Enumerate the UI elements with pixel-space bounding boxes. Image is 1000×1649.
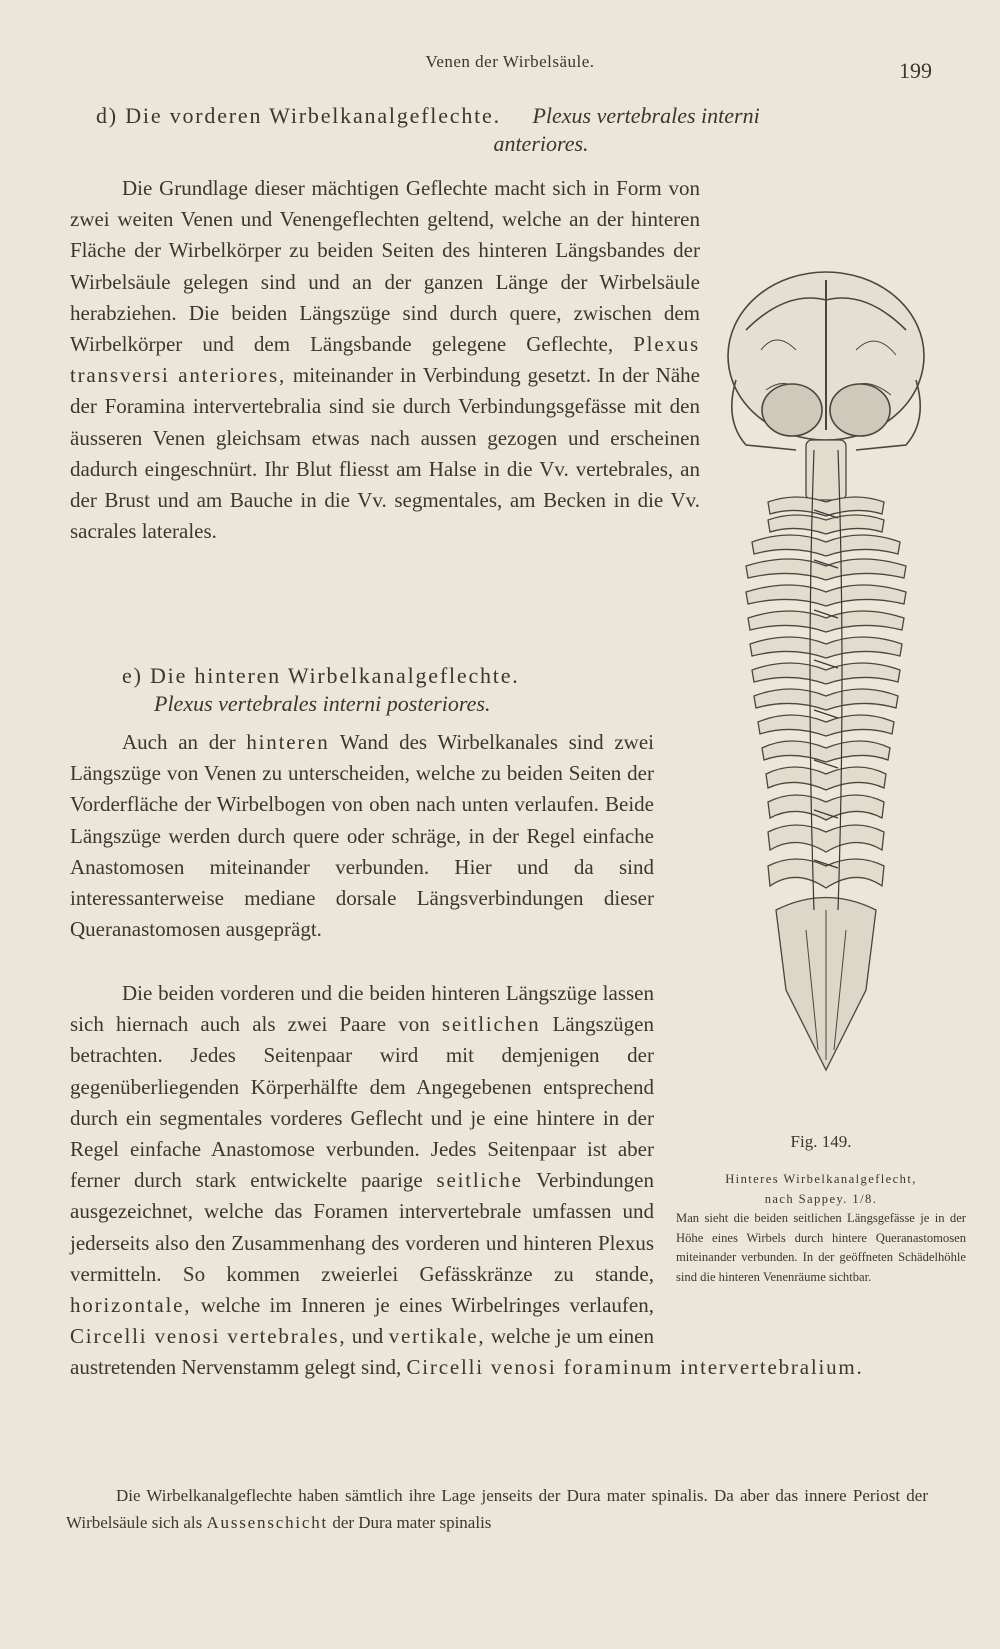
section-heading-e-latin: Plexus vertebrales interni posteriores. [154, 691, 491, 716]
small-print-term: Aussenschicht [206, 1513, 329, 1532]
section-heading-d-label: d) Die vorderen Wirbelkanalgeflechte. [96, 103, 501, 128]
figure-caption [676, 1170, 966, 1288]
paragraph-e-2-text-5: und [346, 1324, 389, 1349]
figure-caption-text: Man sieht die beiden seitlichen Längsgefässe je in der Höhe eines Wirbels durch hintere Queranastomosen miteinander verbunden. In der geöffneten Schädelhöhle sind die hinteren Venenräume sichtbar. [676, 1211, 966, 1284]
spinal-column-drawing [746, 440, 906, 1070]
paragraph-e-2-term-6: Circelli venosi foraminum intervertebralium. [406, 1355, 864, 1380]
section-heading-d-latin-2: anteriores. [493, 131, 589, 156]
section-heading-e [122, 662, 642, 718]
paragraph-d-text-2: miteinander in Verbindung gesetzt. In der Nähe der Foramina intervertebralia sind sie durch Verbindungsgefässe mit den äusseren Venen gleichsam etwas nach aussen gezogen und erscheinen dadurch eingeschnürt. Ihr Blut fliesst am Halse in die Vv. vertebrales, an der Brust und am Bauche in die Vv. segmentales, am Becken in die Vv. sacrales laterales. [70, 363, 700, 544]
paragraph-e-1-term: hinteren [246, 730, 330, 754]
small-print-text-2: der Dura mater spinalis [328, 1513, 492, 1532]
skull-drawing [728, 272, 924, 450]
paragraph-e-2-term-1: seitlichen [441, 1012, 541, 1037]
paragraph-e-2-term-3: horizontale, [70, 1293, 192, 1318]
section-heading-d [96, 102, 926, 158]
page-number: 199 [899, 58, 932, 83]
section-heading-e-label: e) Die hinteren Wirbelkanalgeflechte. [122, 663, 520, 688]
section-heading-d-latin-1: Plexus vertebrales interni [532, 103, 760, 128]
paragraph-e-1-text-2: Wand des Wirbelkanales sind zwei Längszüge von Venen zu unterscheiden, welche zu beiden Seiten der Vorderfläche der Wirbelbogen von oben nach unten verlaufen. Beide Längszüge werden durch quere oder schräge, in der Regel einfache Anastomosen miteinander verbunden. Hier und da sind interessanterweise mediane dorsale Längsverbindungen dieser Queranastomosen ausgeprägt. [70, 730, 654, 942]
paragraph-e-2-term-5: vertikale, [388, 1324, 486, 1349]
paragraph-e-2-term-2: seitliche [436, 1168, 523, 1193]
paragraph-e-1 [70, 727, 654, 945]
figure-label: Fig. 149. [790, 1132, 852, 1151]
paragraph-e-2-text-3: Verbindungen ausgezeichnet, welche das Foramen intervertebrale umfassen und jederseits also den Zusammenhang des vorderen und hinteren Plexus vermitteln. So kommen zweierlei Gefässkränze zu stande, [70, 1168, 654, 1286]
spine-illustration [706, 270, 946, 1090]
figure-caption-author: nach Sappey. 1/8. [764, 1191, 878, 1206]
paragraph-d-text-1: Die Grundlage dieser mächtigen Geflechte macht sich in Form von zwei weiten Venen und Venengeflechten geltend, welche an der hinteren Fläche der Wirbelkörper zu beiden Seiten des hinteren Längsbandes der Wirbelsäule gelegen sind und an der ganzen Länge der Wirbelsäule herabziehen. Die beiden Längszüge sind durch quere, zwischen dem Wirbelkörper und dem Längsbande gelegene Geflechte, [70, 176, 700, 357]
figure-caption-title: Hinteres Wirbelkanalgeflecht, [725, 1172, 917, 1186]
paragraph-e-2-text-4: welche im Inneren je eines Wirbelringes verlaufen, [191, 1293, 654, 1318]
paragraph-e-2-text-6: welche je um einen austretenden Nervenstamm gelegt sind, [70, 1324, 654, 1380]
paragraph-e-1-text-1: Auch an der [122, 730, 247, 754]
paragraph-d-term: Plexus transversi anteriores, [70, 332, 701, 388]
paragraph-e-2-text-2: Längszügen betrachten. Jedes Seitenpaar wird mit demjenigen der gegenüberliegenden Körperhälfte dem Angegebenen entsprechend durch ein segmentales vorderes Geflecht und je eine hintere in der Regel einfache Anastomose verbunden. Jedes Seitenpaar ist aber ferner durch stark entwickelte paarige [70, 1012, 654, 1193]
small-print-paragraph [66, 1482, 928, 1536]
small-print-text-1: Die Wirbelkanalgeflechte haben sämtlich ihre Lage jenseits der Dura mater spinalis. Da aber das innere Periost der Wirbelsäule sich als [66, 1486, 928, 1532]
paragraph-e-2-term-4: Circelli venosi vertebrales, [70, 1324, 347, 1349]
paragraph-e-2-text-1: Die beiden vorderen und die beiden hinteren Längszüge lassen sich hiernach auch als zwei Paare von [70, 981, 654, 1037]
running-title: Venen der Wirbelsäule. [425, 52, 595, 71]
